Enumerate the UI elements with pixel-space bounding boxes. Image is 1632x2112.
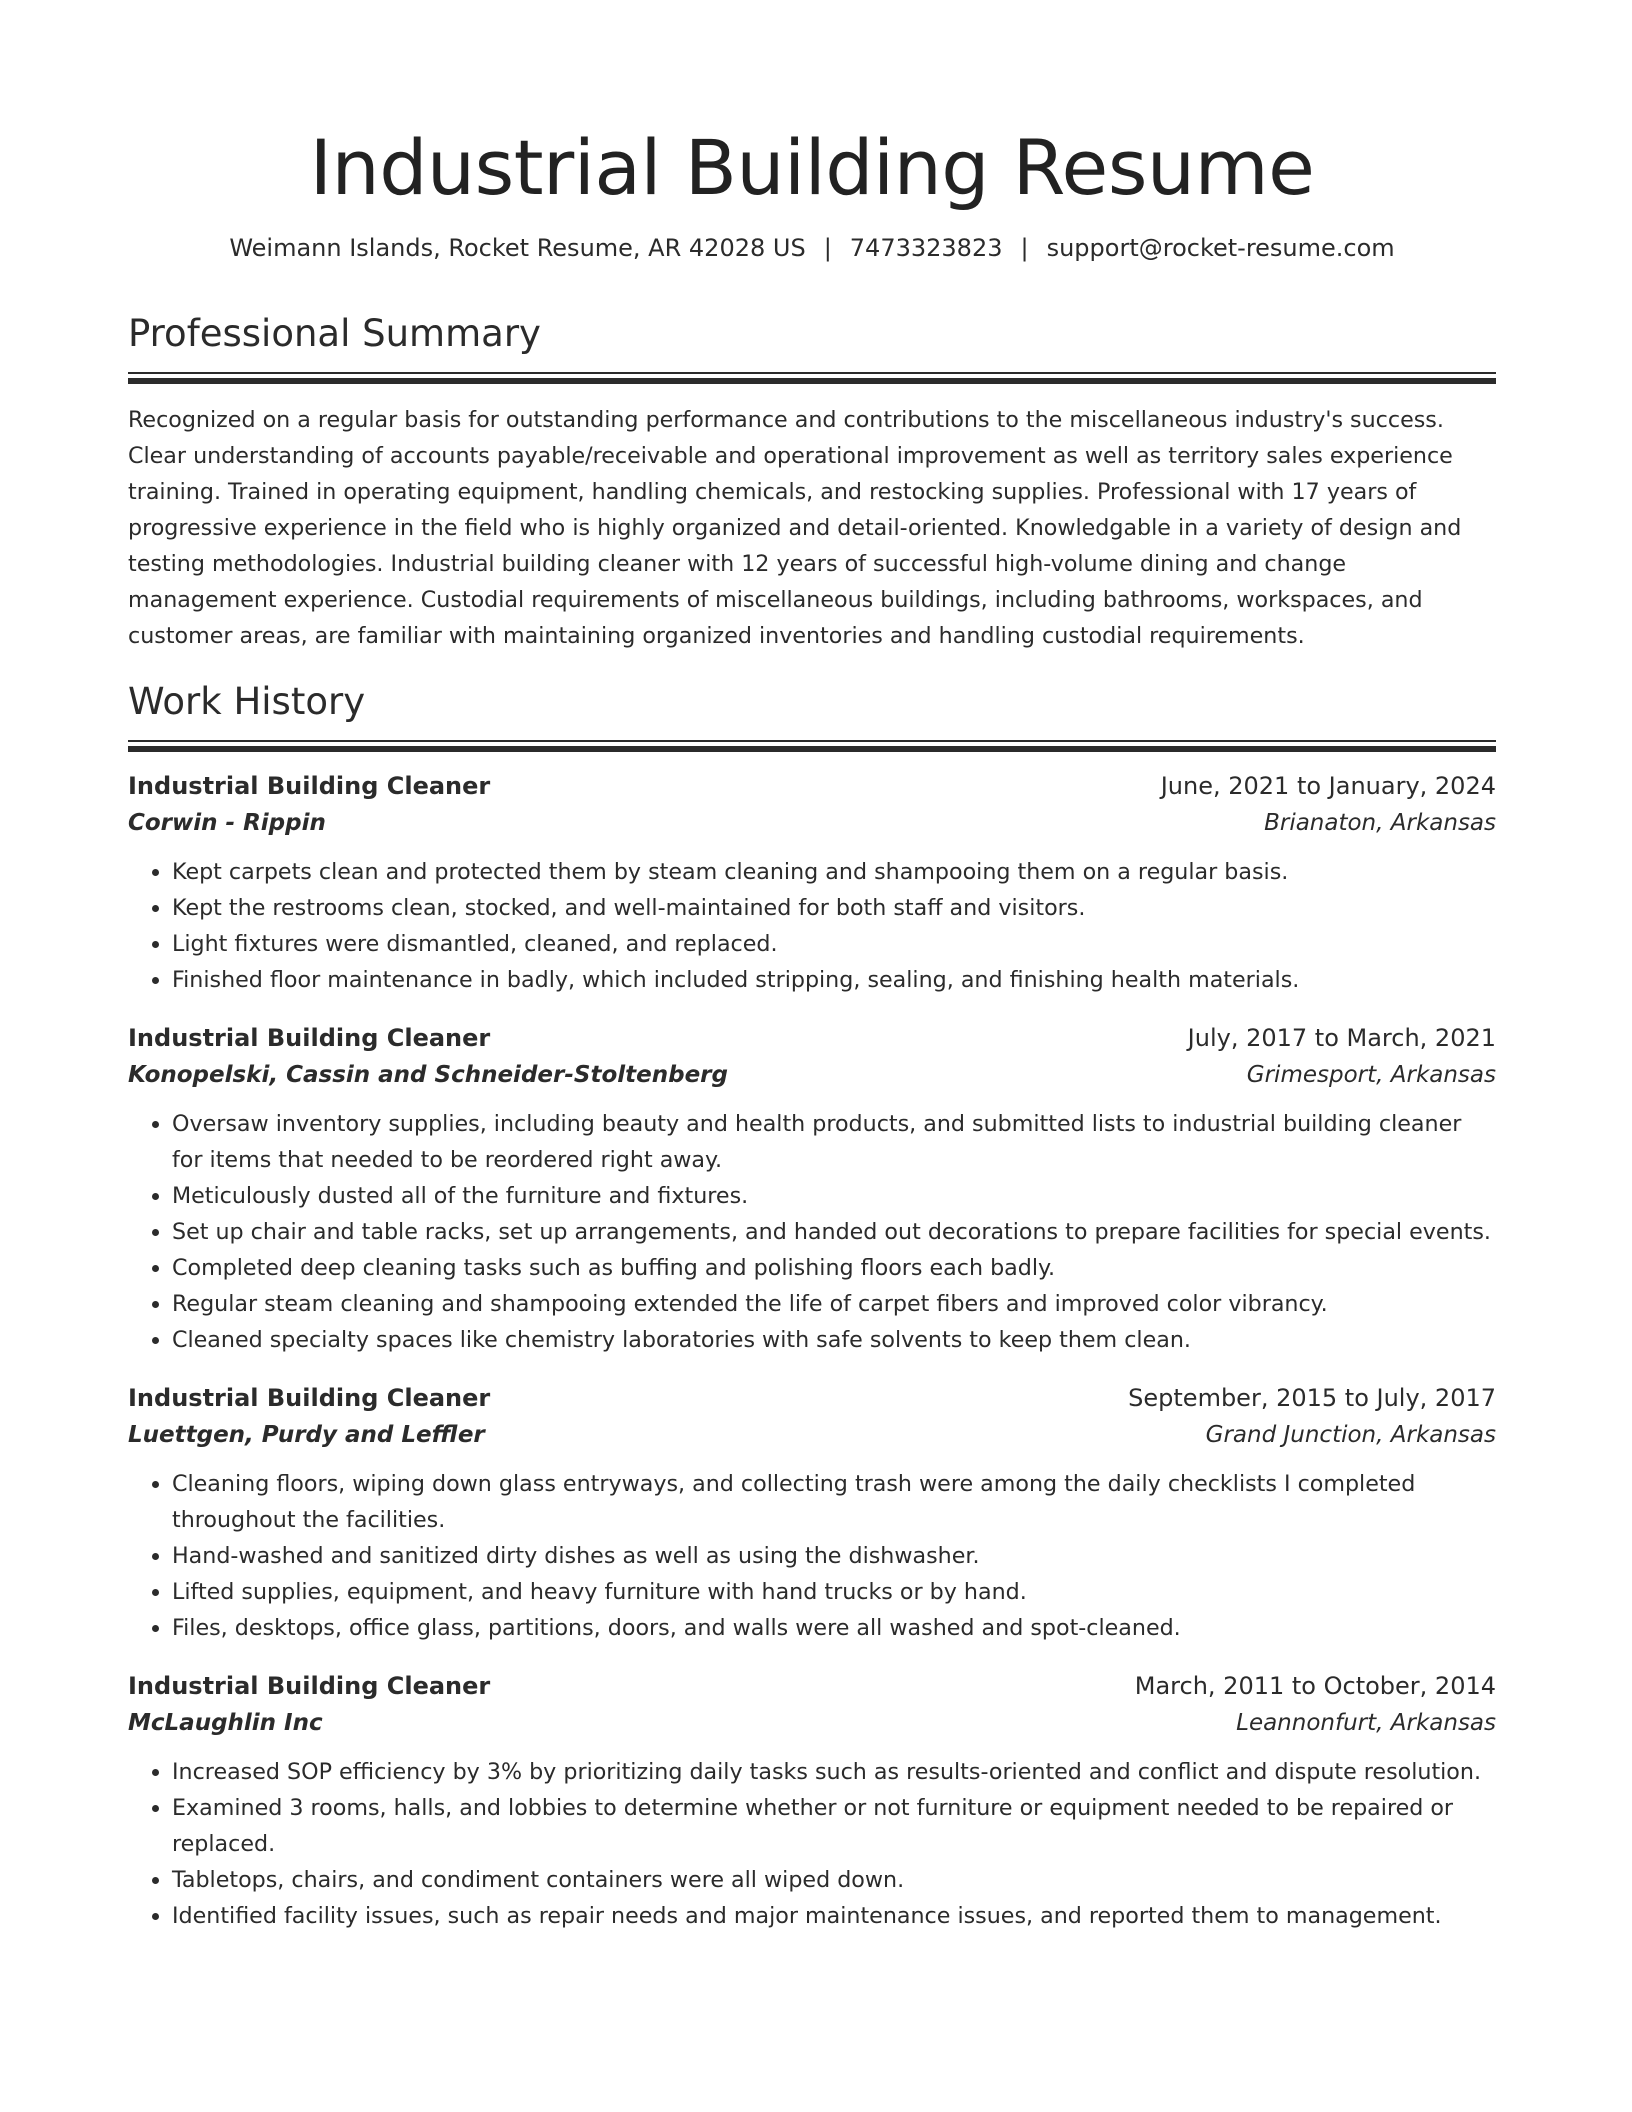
job-bullet: • Tabletops, chairs, and condiment containers were all wiped down.	[172, 1862, 1496, 1898]
job-bullet: • Set up chair and table racks, set up arrangements, and handed out decorations to prepare facilities for special events.	[172, 1214, 1496, 1250]
job-bullet: • Oversaw inventory supplies, including beauty and health products, and submitted lists to industrial building cleaner for items that needed to be reordered right away.	[172, 1106, 1496, 1178]
job-dates: July, 2017 to March, 2021	[1187, 1024, 1496, 1052]
job-bullet: • Lifted supplies, equipment, and heavy furniture with hand trucks or by hand.	[172, 1574, 1496, 1610]
job-bullet: • Kept the restrooms clean, stocked, and well-maintained for both staff and visitors.	[172, 890, 1496, 926]
job-entry	[128, 1668, 1496, 1934]
job-company: Luettgen, Purdy and Leffler	[128, 1422, 485, 1448]
job-bullets	[128, 1106, 1496, 1358]
section-divider-thick	[128, 746, 1496, 752]
job-bullet: • Hand-washed and sanitized dirty dishes as well as using the dishwasher.	[172, 1538, 1496, 1574]
job-bullet: • Light fixtures were dismantled, cleaned, and replaced.	[172, 926, 1496, 962]
job-bullets	[128, 1466, 1496, 1646]
resume-page	[128, 0, 1496, 1934]
job-bullet: • Meticulously dusted all of the furniture and fixtures.	[172, 1178, 1496, 1214]
job-entry	[128, 1020, 1496, 1358]
job-title: Industrial Building Cleaner	[128, 1672, 491, 1700]
job-bullet: • Finished floor maintenance in badly, which included stripping, sealing, and finishing health materials.	[172, 962, 1496, 998]
job-dates: September, 2015 to July, 2017	[1128, 1384, 1496, 1412]
job-bullet: • Identified facility issues, such as repair needs and major maintenance issues, and reported them to management.	[172, 1898, 1496, 1934]
job-title: Industrial Building Cleaner	[128, 772, 491, 800]
section-heading-summary: Professional Summary	[128, 312, 541, 355]
job-location: Leannonfurt, Arkansas	[1236, 1710, 1496, 1736]
job-entry	[128, 1380, 1496, 1646]
job-title: Industrial Building Cleaner	[128, 1384, 491, 1412]
job-dates: June, 2021 to January, 2024	[1160, 772, 1496, 800]
job-bullet: • Increased SOP efficiency by 3% by prioritizing daily tasks such as results-oriented and conflict and dispute resolution.	[172, 1754, 1496, 1790]
job-location: Grand Junction, Arkansas	[1205, 1422, 1496, 1448]
section-divider-thin	[128, 372, 1496, 374]
job-bullet: • Files, desktops, office glass, partitions, doors, and walls were all washed and spot-cleaned.	[172, 1610, 1496, 1646]
resume-title: Industrial Building Resume	[309, 123, 1315, 212]
job-bullets	[128, 854, 1496, 998]
section-heading-work: Work History	[128, 680, 366, 723]
job-bullet: • Kept carpets clean and protected them by steam cleaning and shampooing them on a regular basis.	[172, 854, 1496, 890]
summary-text: Recognized on a regular basis for outstanding performance and contributions to the miscellaneous industry's success. Clear understanding of accounts payable/receivable and operational improvement as well as territory sales experience training. Trained in operating equipment, handling chemicals, and restocking supplies. Professional with 17 years of progressive experience in the field who is highly organized and detail-oriented. Knowledgable in a variety of design and testing methodologies. Industrial building cleaner with 12 years of successful high-volume dining and change management experience. Custodial requirements of miscellaneous buildings, including bathrooms, workspaces, and customer areas, are familiar with maintaining organized inventories and handling custodial requirements.	[128, 407, 1462, 649]
section-divider-thin	[128, 740, 1496, 742]
job-bullet: • Completed deep cleaning tasks such as buffing and polishing floors each badly.	[172, 1250, 1496, 1286]
job-bullet: • Cleaning floors, wiping down glass entryways, and collecting trash were among the daily checklists I completed throughout the facilities.	[172, 1466, 1496, 1538]
job-list	[128, 768, 1496, 1934]
job-title: Industrial Building Cleaner	[128, 1024, 491, 1052]
job-bullet: • Examined 3 rooms, halls, and lobbies to determine whether or not furniture or equipment needed to be repaired or replaced.	[172, 1790, 1496, 1862]
job-location: Brianaton, Arkansas	[1264, 810, 1496, 836]
contact-line	[128, 232, 1496, 264]
job-company: Konopelski, Cassin and Schneider-Stoltenberg	[128, 1062, 728, 1088]
professional-summary-section	[128, 310, 1496, 654]
job-bullets	[128, 1754, 1496, 1934]
job-company: Corwin - Rippin	[128, 810, 326, 836]
section-divider-thick	[128, 378, 1496, 384]
contact-phone: 7473323823	[849, 234, 1003, 262]
job-bullet: • Regular steam cleaning and shampooing extended the life of carpet fibers and improved color vibrancy.	[172, 1286, 1496, 1322]
job-entry	[128, 768, 1496, 998]
work-history-section	[128, 678, 1496, 1934]
job-location: Grimesport, Arkansas	[1246, 1062, 1496, 1088]
contact-separator: |	[1020, 234, 1029, 262]
contact-address: Weimann Islands, Rocket Resume, AR 42028 US	[229, 234, 806, 262]
job-dates: March, 2011 to October, 2014	[1134, 1672, 1496, 1700]
job-bullet: • Cleaned specialty spaces like chemistry laboratories with safe solvents to keep them clean.	[172, 1322, 1496, 1358]
contact-email: support@rocket-resume.com	[1046, 234, 1395, 262]
job-company: McLaughlin Inc	[128, 1710, 323, 1736]
contact-separator: |	[823, 234, 832, 262]
